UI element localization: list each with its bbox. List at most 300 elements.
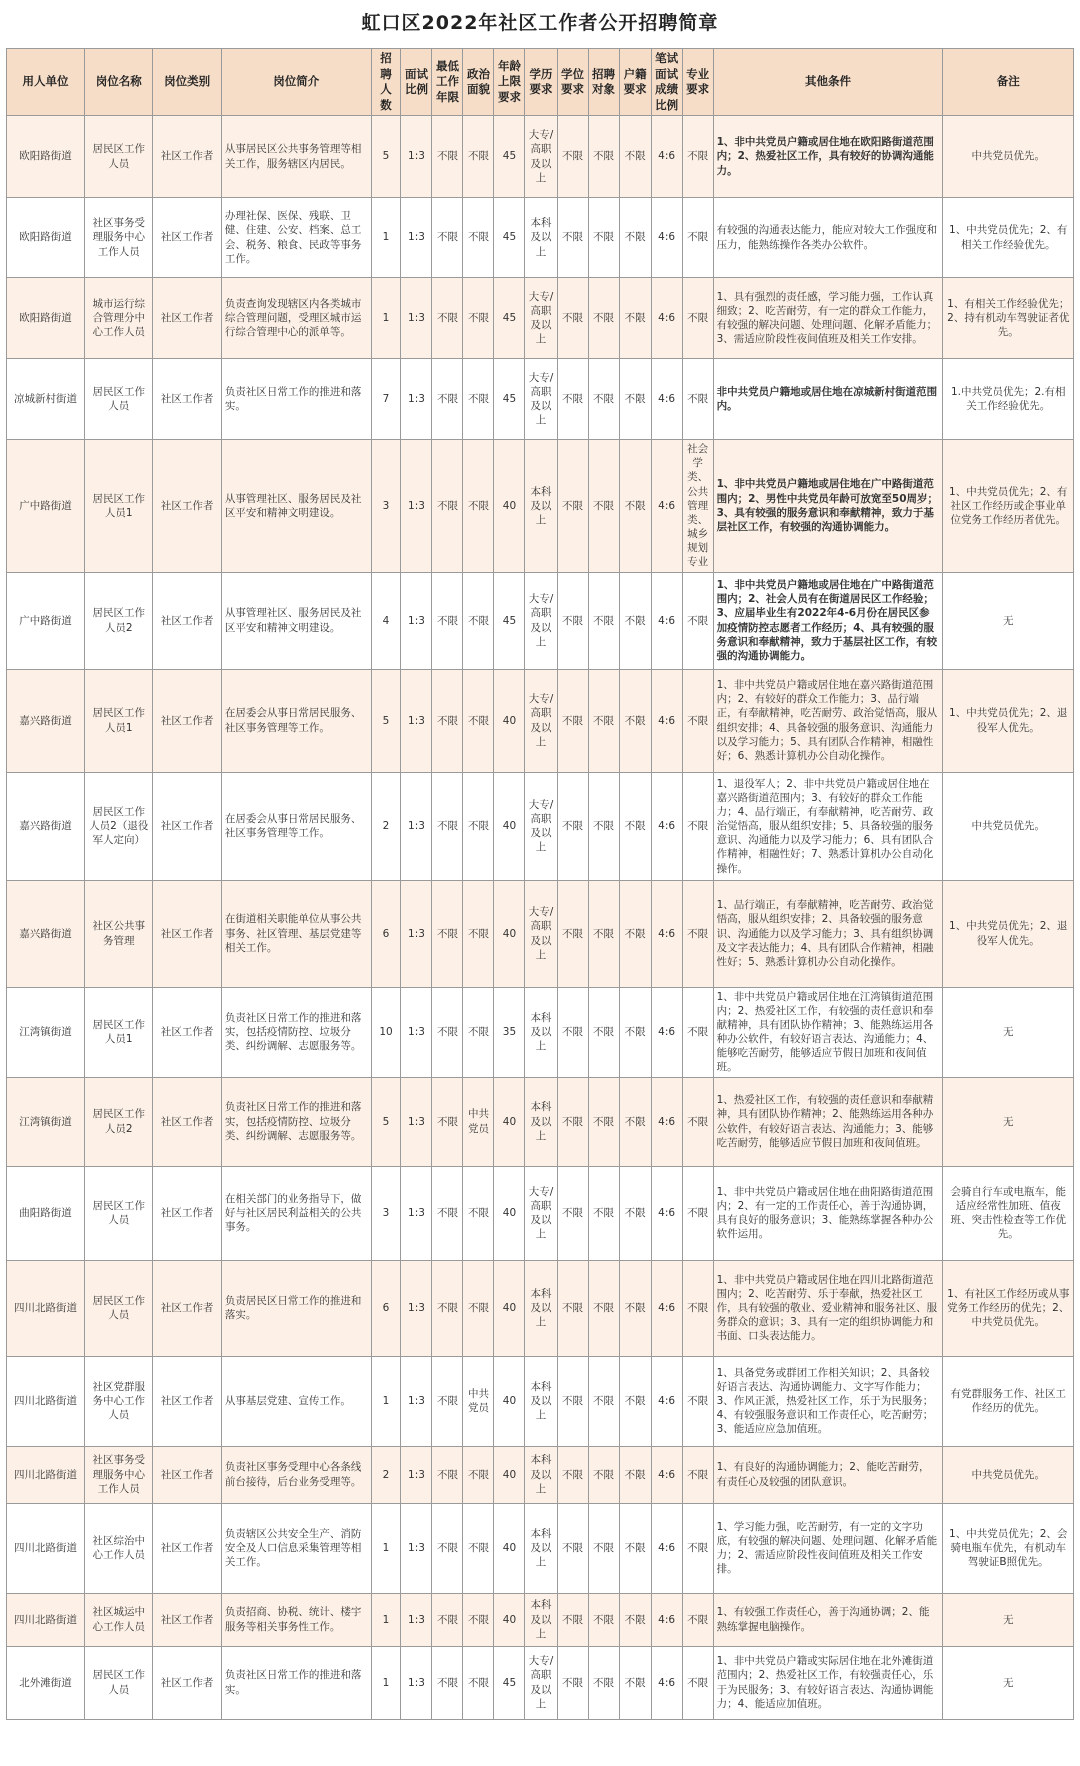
cell-position-intro: 负责招商、协税、统计、楼宇服务等相关事务性工作。 xyxy=(221,1593,371,1646)
cell-age-limit: 40 xyxy=(494,1077,525,1166)
cell-employer: 欧阳路街道 xyxy=(7,198,85,278)
cell-position-intro: 在居委会从事日常居民服务、社区事务管理等工作。 xyxy=(221,772,371,880)
cell-major: 不限 xyxy=(682,198,713,278)
header-position-intro: 岗位简介 xyxy=(221,49,371,116)
cell-age-limit: 40 xyxy=(494,1260,525,1356)
cell-employer: 嘉兴路街道 xyxy=(7,772,85,880)
cell-position-intro: 负责查询发现辖区内各类城市综合管理问题，受理区城市运行综合管理中心的派单等。 xyxy=(221,278,371,359)
cell-hukou: 不限 xyxy=(619,1077,651,1166)
header-target-group: 招聘对象 xyxy=(588,49,619,116)
cell-target-group: 不限 xyxy=(588,1260,619,1356)
cell-target-group: 不限 xyxy=(588,440,619,573)
cell-position-name: 居民区工作人员 xyxy=(85,1260,153,1356)
cell-position-name: 居民区工作人员1 xyxy=(85,669,153,772)
cell-target-group: 不限 xyxy=(588,278,619,359)
cell-interview-ratio: 1:3 xyxy=(401,278,432,359)
cell-min-work-years: 不限 xyxy=(432,198,463,278)
cell-target-group: 不限 xyxy=(588,1503,619,1593)
cell-remarks: 1、中共党员优先；2、会骑电瓶车优先，有机动车驾驶证B照优先。 xyxy=(943,1503,1074,1593)
cell-position-name: 社区事务受理服务中心工作人员 xyxy=(85,198,153,278)
cell-position-category: 社区工作者 xyxy=(153,572,221,669)
header-age-limit: 年龄上限要求 xyxy=(494,49,525,116)
cell-hire-count: 1 xyxy=(371,1646,401,1719)
cell-education: 本科及以上 xyxy=(525,198,557,278)
cell-exam-ratio: 4:6 xyxy=(651,1503,682,1593)
cell-major: 不限 xyxy=(682,1446,713,1503)
cell-degree: 不限 xyxy=(557,1593,588,1646)
cell-hukou: 不限 xyxy=(619,1503,651,1593)
cell-position-category: 社区工作者 xyxy=(153,669,221,772)
cell-position-intro: 负责社区日常工作的推进和落实，包括疫情防控、垃圾分类、纠纷调解、志愿服务等。 xyxy=(221,987,371,1077)
cell-min-work-years: 不限 xyxy=(432,1646,463,1719)
cell-remarks: 无 xyxy=(943,987,1074,1077)
cell-degree: 不限 xyxy=(557,772,588,880)
cell-hukou: 不限 xyxy=(619,1646,651,1719)
cell-other-conditions: 1、非中共党员户籍或居住地在欧阳路街道范围内；2、热爱社区工作，具有较好的协调沟通能力。 xyxy=(713,116,943,198)
cell-education: 本科及以上 xyxy=(525,1356,557,1446)
cell-min-work-years: 不限 xyxy=(432,1166,463,1260)
cell-interview-ratio: 1:3 xyxy=(401,572,432,669)
cell-min-work-years: 不限 xyxy=(432,1446,463,1503)
header-exam-ratio: 笔试面试成绩比例 xyxy=(651,49,682,116)
cell-major: 不限 xyxy=(682,987,713,1077)
cell-target-group: 不限 xyxy=(588,1356,619,1446)
cell-degree: 不限 xyxy=(557,1077,588,1166)
cell-degree: 不限 xyxy=(557,116,588,198)
cell-position-intro: 从事基层党建、宣传工作。 xyxy=(221,1356,371,1446)
cell-position-category: 社区工作者 xyxy=(153,278,221,359)
table-row xyxy=(7,278,1074,359)
cell-position-intro: 负责社区日常工作的推进和落实，包括疫情防控、垃圾分类、纠纷调解、志愿服务等。 xyxy=(221,1077,371,1166)
cell-degree: 不限 xyxy=(557,987,588,1077)
cell-position-intro: 从事管理社区、服务居民及社区平安和精神文明建设。 xyxy=(221,440,371,573)
header-position-name: 岗位名称 xyxy=(85,49,153,116)
cell-position-name: 居民区工作人员 xyxy=(85,1646,153,1719)
cell-employer: 江湾镇街道 xyxy=(7,987,85,1077)
cell-degree: 不限 xyxy=(557,1356,588,1446)
cell-degree: 不限 xyxy=(557,880,588,987)
cell-hire-count: 4 xyxy=(371,572,401,669)
header-employer: 用人单位 xyxy=(7,49,85,116)
cell-interview-ratio: 1:3 xyxy=(401,772,432,880)
cell-political-status: 不限 xyxy=(463,198,494,278)
cell-hukou: 不限 xyxy=(619,1166,651,1260)
table-row xyxy=(7,1077,1074,1166)
cell-major: 不限 xyxy=(682,572,713,669)
cell-hukou: 不限 xyxy=(619,987,651,1077)
cell-employer: 江湾镇街道 xyxy=(7,1077,85,1166)
cell-exam-ratio: 4:6 xyxy=(651,440,682,573)
cell-min-work-years: 不限 xyxy=(432,669,463,772)
cell-degree: 不限 xyxy=(557,1446,588,1503)
header-degree: 学位要求 xyxy=(557,49,588,116)
cell-employer: 四川北路街道 xyxy=(7,1260,85,1356)
cell-target-group: 不限 xyxy=(588,772,619,880)
cell-education: 大专/高职及以上 xyxy=(525,1646,557,1719)
cell-degree: 不限 xyxy=(557,278,588,359)
table-row xyxy=(7,572,1074,669)
header-hire-count: 招聘人数 xyxy=(371,49,401,116)
header-political-status: 政治面貌 xyxy=(463,49,494,116)
cell-remarks: 中共党员优先。 xyxy=(943,772,1074,880)
cell-remarks: 1、有相关工作经验优先；2、持有机动车驾驶证者优先。 xyxy=(943,278,1074,359)
cell-age-limit: 40 xyxy=(494,440,525,573)
cell-position-category: 社区工作者 xyxy=(153,1503,221,1593)
cell-age-limit: 45 xyxy=(494,116,525,198)
cell-employer: 四川北路街道 xyxy=(7,1446,85,1503)
cell-exam-ratio: 4:6 xyxy=(651,987,682,1077)
cell-political-status: 不限 xyxy=(463,1260,494,1356)
cell-employer: 四川北路街道 xyxy=(7,1503,85,1593)
cell-exam-ratio: 4:6 xyxy=(651,772,682,880)
cell-employer: 广中路街道 xyxy=(7,440,85,573)
cell-education: 本科及以上 xyxy=(525,1260,557,1356)
cell-age-limit: 40 xyxy=(494,772,525,880)
cell-remarks: 无 xyxy=(943,1077,1074,1166)
cell-employer: 欧阳路街道 xyxy=(7,116,85,198)
cell-hire-count: 10 xyxy=(371,987,401,1077)
header-position-category: 岗位类别 xyxy=(153,49,221,116)
cell-age-limit: 40 xyxy=(494,1356,525,1446)
cell-education: 大专/高职及以上 xyxy=(525,1166,557,1260)
cell-political-status: 不限 xyxy=(463,278,494,359)
table-row xyxy=(7,772,1074,880)
cell-education: 本科及以上 xyxy=(525,1446,557,1503)
cell-employer: 嘉兴路街道 xyxy=(7,669,85,772)
cell-political-status: 不限 xyxy=(463,1503,494,1593)
cell-position-intro: 在相关部门的业务指导下，做好与社区居民利益相关的公共事务。 xyxy=(221,1166,371,1260)
header-remarks: 备注 xyxy=(943,49,1074,116)
cell-political-status: 中共党员 xyxy=(463,1356,494,1446)
cell-min-work-years: 不限 xyxy=(432,1077,463,1166)
cell-min-work-years: 不限 xyxy=(432,116,463,198)
cell-hukou: 不限 xyxy=(619,772,651,880)
cell-age-limit: 40 xyxy=(494,1166,525,1260)
cell-interview-ratio: 1:3 xyxy=(401,1077,432,1166)
cell-position-category: 社区工作者 xyxy=(153,359,221,440)
cell-other-conditions: 1、有良好的沟通协调能力；2、能吃苦耐劳，有责任心及较强的团队意识。 xyxy=(713,1446,943,1503)
table-row xyxy=(7,1446,1074,1503)
cell-min-work-years: 不限 xyxy=(432,772,463,880)
cell-position-category: 社区工作者 xyxy=(153,1646,221,1719)
cell-major: 不限 xyxy=(682,359,713,440)
cell-other-conditions: 1、非中共党员户籍或居住地在四川北路街道范围内；2、吃苦耐劳、乐于奉献，热爱社区工作，具有较强的敬业、爱业精神和服务社区、服务群众的意识；3、具有一定的组织协调能力和书面、口头表达能力。 xyxy=(713,1260,943,1356)
cell-position-category: 社区工作者 xyxy=(153,116,221,198)
cell-other-conditions: 1、学习能力强，吃苦耐劳，有一定的文字功底，有较强的解决问题、处理问题、化解矛盾能力；2、需适应阶段性夜间值班及相关工作安排。 xyxy=(713,1503,943,1593)
cell-other-conditions: 1、具备党务或群团工作相关知识；2、具备较好语言表达、沟通协调能力、文字写作能力；3、作风正派，热爱社区工作，乐于为民服务；4、有较强服务意识和工作责任心，吃苦耐劳；3、能适应应急加值班。 xyxy=(713,1356,943,1446)
cell-hukou: 不限 xyxy=(619,278,651,359)
cell-target-group: 不限 xyxy=(588,1077,619,1166)
cell-exam-ratio: 4:6 xyxy=(651,116,682,198)
cell-position-intro: 负责社区日常工作的推进和落实。 xyxy=(221,1646,371,1719)
cell-remarks: 1、中共党员优先；2、有社区工作经历或企事业单位党务工作经历者优先。 xyxy=(943,440,1074,573)
cell-political-status: 中共党员 xyxy=(463,1077,494,1166)
cell-hire-count: 2 xyxy=(371,1446,401,1503)
cell-position-name: 居民区工作人员1 xyxy=(85,440,153,573)
table-row xyxy=(7,1646,1074,1719)
cell-education: 大专/高职及以上 xyxy=(525,572,557,669)
cell-interview-ratio: 1:3 xyxy=(401,987,432,1077)
table-row xyxy=(7,359,1074,440)
cell-age-limit: 40 xyxy=(494,1446,525,1503)
cell-interview-ratio: 1:3 xyxy=(401,1646,432,1719)
cell-target-group: 不限 xyxy=(588,669,619,772)
cell-position-name: 社区公共事务管理 xyxy=(85,880,153,987)
cell-target-group: 不限 xyxy=(588,359,619,440)
cell-major: 不限 xyxy=(682,772,713,880)
table-row xyxy=(7,116,1074,198)
cell-position-name: 居民区工作人员1 xyxy=(85,987,153,1077)
cell-age-limit: 40 xyxy=(494,1593,525,1646)
cell-age-limit: 45 xyxy=(494,278,525,359)
cell-other-conditions: 1、非中共党员户籍或居住地在江湾镇街道范围内；2、热爱社区工作，有较强的责任意识和奉献精神，具有团队协作精神；3、能熟练运用各种办公软件，有较好语言表达、沟通能力；4、能够吃苦耐劳，能够适应节假日加班和夜间值班。 xyxy=(713,987,943,1077)
cell-exam-ratio: 4:6 xyxy=(651,198,682,278)
cell-target-group: 不限 xyxy=(588,1166,619,1260)
cell-interview-ratio: 1:3 xyxy=(401,1446,432,1503)
cell-position-category: 社区工作者 xyxy=(153,1446,221,1503)
table-row xyxy=(7,440,1074,573)
cell-major: 不限 xyxy=(682,116,713,198)
cell-political-status: 不限 xyxy=(463,440,494,573)
cell-degree: 不限 xyxy=(557,1166,588,1260)
cell-position-category: 社区工作者 xyxy=(153,1593,221,1646)
cell-employer: 欧阳路街道 xyxy=(7,278,85,359)
cell-age-limit: 35 xyxy=(494,987,525,1077)
cell-other-conditions: 1、非中共党员户籍地或居住地在广中路街道范围内；2、社会人员有在街道居民区工作经验；3、应届毕业生有2022年4-6月份在居民区参加疫情防控志愿者工作经历；4、具有较强的服务意识和奉献精神，致力于基层社区工作，有较强的沟通协调能力。 xyxy=(713,572,943,669)
cell-interview-ratio: 1:3 xyxy=(401,1503,432,1593)
cell-other-conditions: 1、热爱社区工作，有较强的责任意识和奉献精神，具有团队协作精神；2、能熟练运用各种办公软件，有较好语言表达、沟通能力；3、能够吃苦耐劳，能够适应节假日加班和夜间值班。 xyxy=(713,1077,943,1166)
cell-major: 不限 xyxy=(682,669,713,772)
cell-employer: 凉城新村街道 xyxy=(7,359,85,440)
cell-major: 不限 xyxy=(682,1646,713,1719)
cell-age-limit: 40 xyxy=(494,1503,525,1593)
cell-position-category: 社区工作者 xyxy=(153,1260,221,1356)
cell-exam-ratio: 4:6 xyxy=(651,1356,682,1446)
cell-position-category: 社区工作者 xyxy=(153,987,221,1077)
cell-position-category: 社区工作者 xyxy=(153,1077,221,1166)
cell-degree: 不限 xyxy=(557,669,588,772)
cell-political-status: 不限 xyxy=(463,669,494,772)
cell-employer: 四川北路街道 xyxy=(7,1356,85,1446)
cell-interview-ratio: 1:3 xyxy=(401,116,432,198)
cell-hukou: 不限 xyxy=(619,1356,651,1446)
cell-education: 本科及以上 xyxy=(525,987,557,1077)
cell-political-status: 不限 xyxy=(463,1646,494,1719)
cell-education: 本科及以上 xyxy=(525,1077,557,1166)
cell-hire-count: 6 xyxy=(371,1260,401,1356)
table-row xyxy=(7,1166,1074,1260)
cell-hire-count: 3 xyxy=(371,440,401,573)
cell-degree: 不限 xyxy=(557,1260,588,1356)
cell-position-intro: 负责居民区日常工作的推进和落实。 xyxy=(221,1260,371,1356)
cell-employer: 嘉兴路街道 xyxy=(7,880,85,987)
cell-position-name: 居民区工作人员2 xyxy=(85,1077,153,1166)
cell-position-category: 社区工作者 xyxy=(153,440,221,573)
cell-degree: 不限 xyxy=(557,198,588,278)
cell-remarks: 中共党员优先。 xyxy=(943,1446,1074,1503)
table-header-row xyxy=(7,49,1074,116)
cell-education: 大专/高职及以上 xyxy=(525,278,557,359)
cell-interview-ratio: 1:3 xyxy=(401,669,432,772)
header-min-work-years: 最低工作年限 xyxy=(432,49,463,116)
cell-exam-ratio: 4:6 xyxy=(651,1646,682,1719)
cell-political-status: 不限 xyxy=(463,1166,494,1260)
cell-position-category: 社区工作者 xyxy=(153,198,221,278)
cell-remarks: 无 xyxy=(943,1593,1074,1646)
cell-education: 本科及以上 xyxy=(525,440,557,573)
cell-major: 不限 xyxy=(682,880,713,987)
cell-target-group: 不限 xyxy=(588,1446,619,1503)
cell-hire-count: 1 xyxy=(371,1593,401,1646)
cell-exam-ratio: 4:6 xyxy=(651,572,682,669)
cell-min-work-years: 不限 xyxy=(432,278,463,359)
cell-remarks: 有党群服务工作、社区工作经历的优先。 xyxy=(943,1356,1074,1446)
cell-age-limit: 40 xyxy=(494,669,525,772)
cell-exam-ratio: 4:6 xyxy=(651,359,682,440)
cell-degree: 不限 xyxy=(557,1646,588,1719)
cell-hire-count: 1 xyxy=(371,278,401,359)
cell-position-name: 居民区工作人员 xyxy=(85,1166,153,1260)
cell-major: 不限 xyxy=(682,278,713,359)
cell-min-work-years: 不限 xyxy=(432,359,463,440)
cell-other-conditions: 1、非中共党员户籍或居住地在曲阳路街道范围内；2、有一定的工作责任心，善于沟通协调，具有良好的服务意识；3、能熟练掌握各种办公软件运用。 xyxy=(713,1166,943,1260)
cell-exam-ratio: 4:6 xyxy=(651,278,682,359)
cell-target-group: 不限 xyxy=(588,572,619,669)
cell-remarks: 1.中共党员优先；2.有相关工作经验优先。 xyxy=(943,359,1074,440)
cell-education: 大专/高职及以上 xyxy=(525,880,557,987)
table-body xyxy=(7,116,1074,1720)
cell-major: 不限 xyxy=(682,1593,713,1646)
cell-interview-ratio: 1:3 xyxy=(401,440,432,573)
cell-other-conditions: 有较强的沟通表达能力，能应对较大工作强度和压力，能熟练操作各类办公软件。 xyxy=(713,198,943,278)
cell-employer: 广中路街道 xyxy=(7,572,85,669)
cell-min-work-years: 不限 xyxy=(432,880,463,987)
table-row xyxy=(7,987,1074,1077)
cell-degree: 不限 xyxy=(557,572,588,669)
cell-remarks: 1、中共党员优先；2、退役军人优先。 xyxy=(943,880,1074,987)
cell-position-intro: 负责社区日常工作的推进和落实。 xyxy=(221,359,371,440)
cell-political-status: 不限 xyxy=(463,116,494,198)
cell-employer: 四川北路街道 xyxy=(7,1593,85,1646)
cell-age-limit: 45 xyxy=(494,572,525,669)
cell-position-category: 社区工作者 xyxy=(153,880,221,987)
cell-interview-ratio: 1:3 xyxy=(401,880,432,987)
cell-position-name: 社区综治中心工作人员 xyxy=(85,1503,153,1593)
cell-position-intro: 从事居民区公共事务管理等相关工作，服务辖区内居民。 xyxy=(221,116,371,198)
header-education: 学历要求 xyxy=(525,49,557,116)
cell-min-work-years: 不限 xyxy=(432,1503,463,1593)
cell-education: 大专/高职及以上 xyxy=(525,359,557,440)
cell-remarks: 会骑自行车或电瓶车，能适应经常性加班、值夜班、突击性检查等工作优先。 xyxy=(943,1166,1074,1260)
table-row xyxy=(7,198,1074,278)
cell-position-name: 社区党群服务中心工作人员 xyxy=(85,1356,153,1446)
cell-position-name: 社区城运中心工作人员 xyxy=(85,1593,153,1646)
cell-degree: 不限 xyxy=(557,1503,588,1593)
cell-hukou: 不限 xyxy=(619,1446,651,1503)
cell-employer: 北外滩街道 xyxy=(7,1646,85,1719)
page-title: 虹口区2022年社区工作者公开招聘简章 xyxy=(361,12,719,34)
cell-hire-count: 3 xyxy=(371,1166,401,1260)
cell-age-limit: 45 xyxy=(494,1646,525,1719)
cell-min-work-years: 不限 xyxy=(432,987,463,1077)
cell-min-work-years: 不限 xyxy=(432,1356,463,1446)
cell-target-group: 不限 xyxy=(588,987,619,1077)
cell-interview-ratio: 1:3 xyxy=(401,1166,432,1260)
cell-remarks: 无 xyxy=(943,572,1074,669)
cell-position-name: 居民区工作人员 xyxy=(85,116,153,198)
cell-position-category: 社区工作者 xyxy=(153,1166,221,1260)
cell-position-name: 社区事务受理服务中心工作人员 xyxy=(85,1446,153,1503)
cell-other-conditions: 非中共党员户籍地或居住地在凉城新村街道范围内。 xyxy=(713,359,943,440)
cell-position-intro: 在居委会从事日常居民服务、社区事务管理等工作。 xyxy=(221,669,371,772)
cell-hukou: 不限 xyxy=(619,116,651,198)
cell-political-status: 不限 xyxy=(463,772,494,880)
cell-hukou: 不限 xyxy=(619,572,651,669)
cell-major: 不限 xyxy=(682,1356,713,1446)
header-major: 专业要求 xyxy=(682,49,713,116)
cell-position-intro: 负责社区事务受理中心各条线前台接待，后台业务受理等。 xyxy=(221,1446,371,1503)
cell-age-limit: 40 xyxy=(494,880,525,987)
cell-exam-ratio: 4:6 xyxy=(651,1260,682,1356)
cell-hire-count: 6 xyxy=(371,880,401,987)
cell-hukou: 不限 xyxy=(619,198,651,278)
cell-hire-count: 1 xyxy=(371,1503,401,1593)
table-row xyxy=(7,1260,1074,1356)
cell-major: 不限 xyxy=(682,1077,713,1166)
table-row xyxy=(7,669,1074,772)
cell-political-status: 不限 xyxy=(463,987,494,1077)
cell-hire-count: 5 xyxy=(371,116,401,198)
cell-hire-count: 5 xyxy=(371,669,401,772)
cell-target-group: 不限 xyxy=(588,1646,619,1719)
cell-hukou: 不限 xyxy=(619,1260,651,1356)
cell-education: 大专/高职及以上 xyxy=(525,116,557,198)
cell-political-status: 不限 xyxy=(463,1446,494,1503)
cell-position-name: 居民区工作人员2 xyxy=(85,572,153,669)
table-row xyxy=(7,880,1074,987)
cell-major: 不限 xyxy=(682,1166,713,1260)
cell-target-group: 不限 xyxy=(588,198,619,278)
cell-remarks: 无 xyxy=(943,1646,1074,1719)
cell-exam-ratio: 4:6 xyxy=(651,1446,682,1503)
cell-degree: 不限 xyxy=(557,440,588,573)
cell-other-conditions: 1、退役军人；2、非中共党员户籍或居住地在嘉兴路街道范围内；3、有较好的群众工作能力；4、品行端正，有奉献精神，吃苦耐劳、政治觉悟高，服从组织安排；5、具备较强的服务意识、沟通能力以及学习能力；6、具有团队合作精神，相融性好；7、熟悉计算机办公自动化操作。 xyxy=(713,772,943,880)
cell-position-name: 居民区工作人员2（退役军人定向） xyxy=(85,772,153,880)
table-row xyxy=(7,1503,1074,1593)
cell-min-work-years: 不限 xyxy=(432,1260,463,1356)
cell-hire-count: 1 xyxy=(371,198,401,278)
cell-other-conditions: 1、有较强工作责任心，善于沟通协调；2、能熟练掌握电脑操作。 xyxy=(713,1593,943,1646)
cell-min-work-years: 不限 xyxy=(432,572,463,669)
cell-major: 社会学类、公共管理类、城乡规划专业 xyxy=(682,440,713,573)
cell-position-intro: 办理社保、医保、残联、卫健、住建、公安、档案、总工会、税务、粮食、民政等事务工作。 xyxy=(221,198,371,278)
cell-political-status: 不限 xyxy=(463,359,494,440)
cell-degree: 不限 xyxy=(557,359,588,440)
cell-target-group: 不限 xyxy=(588,1593,619,1646)
cell-exam-ratio: 4:6 xyxy=(651,1593,682,1646)
cell-remarks: 中共党员优先。 xyxy=(943,116,1074,198)
cell-hire-count: 1 xyxy=(371,1356,401,1446)
cell-remarks: 1、有社区工作经历或从事党务工作经历的优先；2、中共党员优先。 xyxy=(943,1260,1074,1356)
cell-target-group: 不限 xyxy=(588,880,619,987)
cell-position-intro: 从事管理社区、服务居民及社区平安和精神文明建设。 xyxy=(221,572,371,669)
cell-position-intro: 负责辖区公共安全生产、消防安全及人口信息采集管理等相关工作。 xyxy=(221,1503,371,1593)
cell-hukou: 不限 xyxy=(619,1593,651,1646)
cell-education: 本科及以上 xyxy=(525,1593,557,1646)
cell-target-group: 不限 xyxy=(588,116,619,198)
cell-exam-ratio: 4:6 xyxy=(651,880,682,987)
header-interview-ratio: 面试比例 xyxy=(401,49,432,116)
